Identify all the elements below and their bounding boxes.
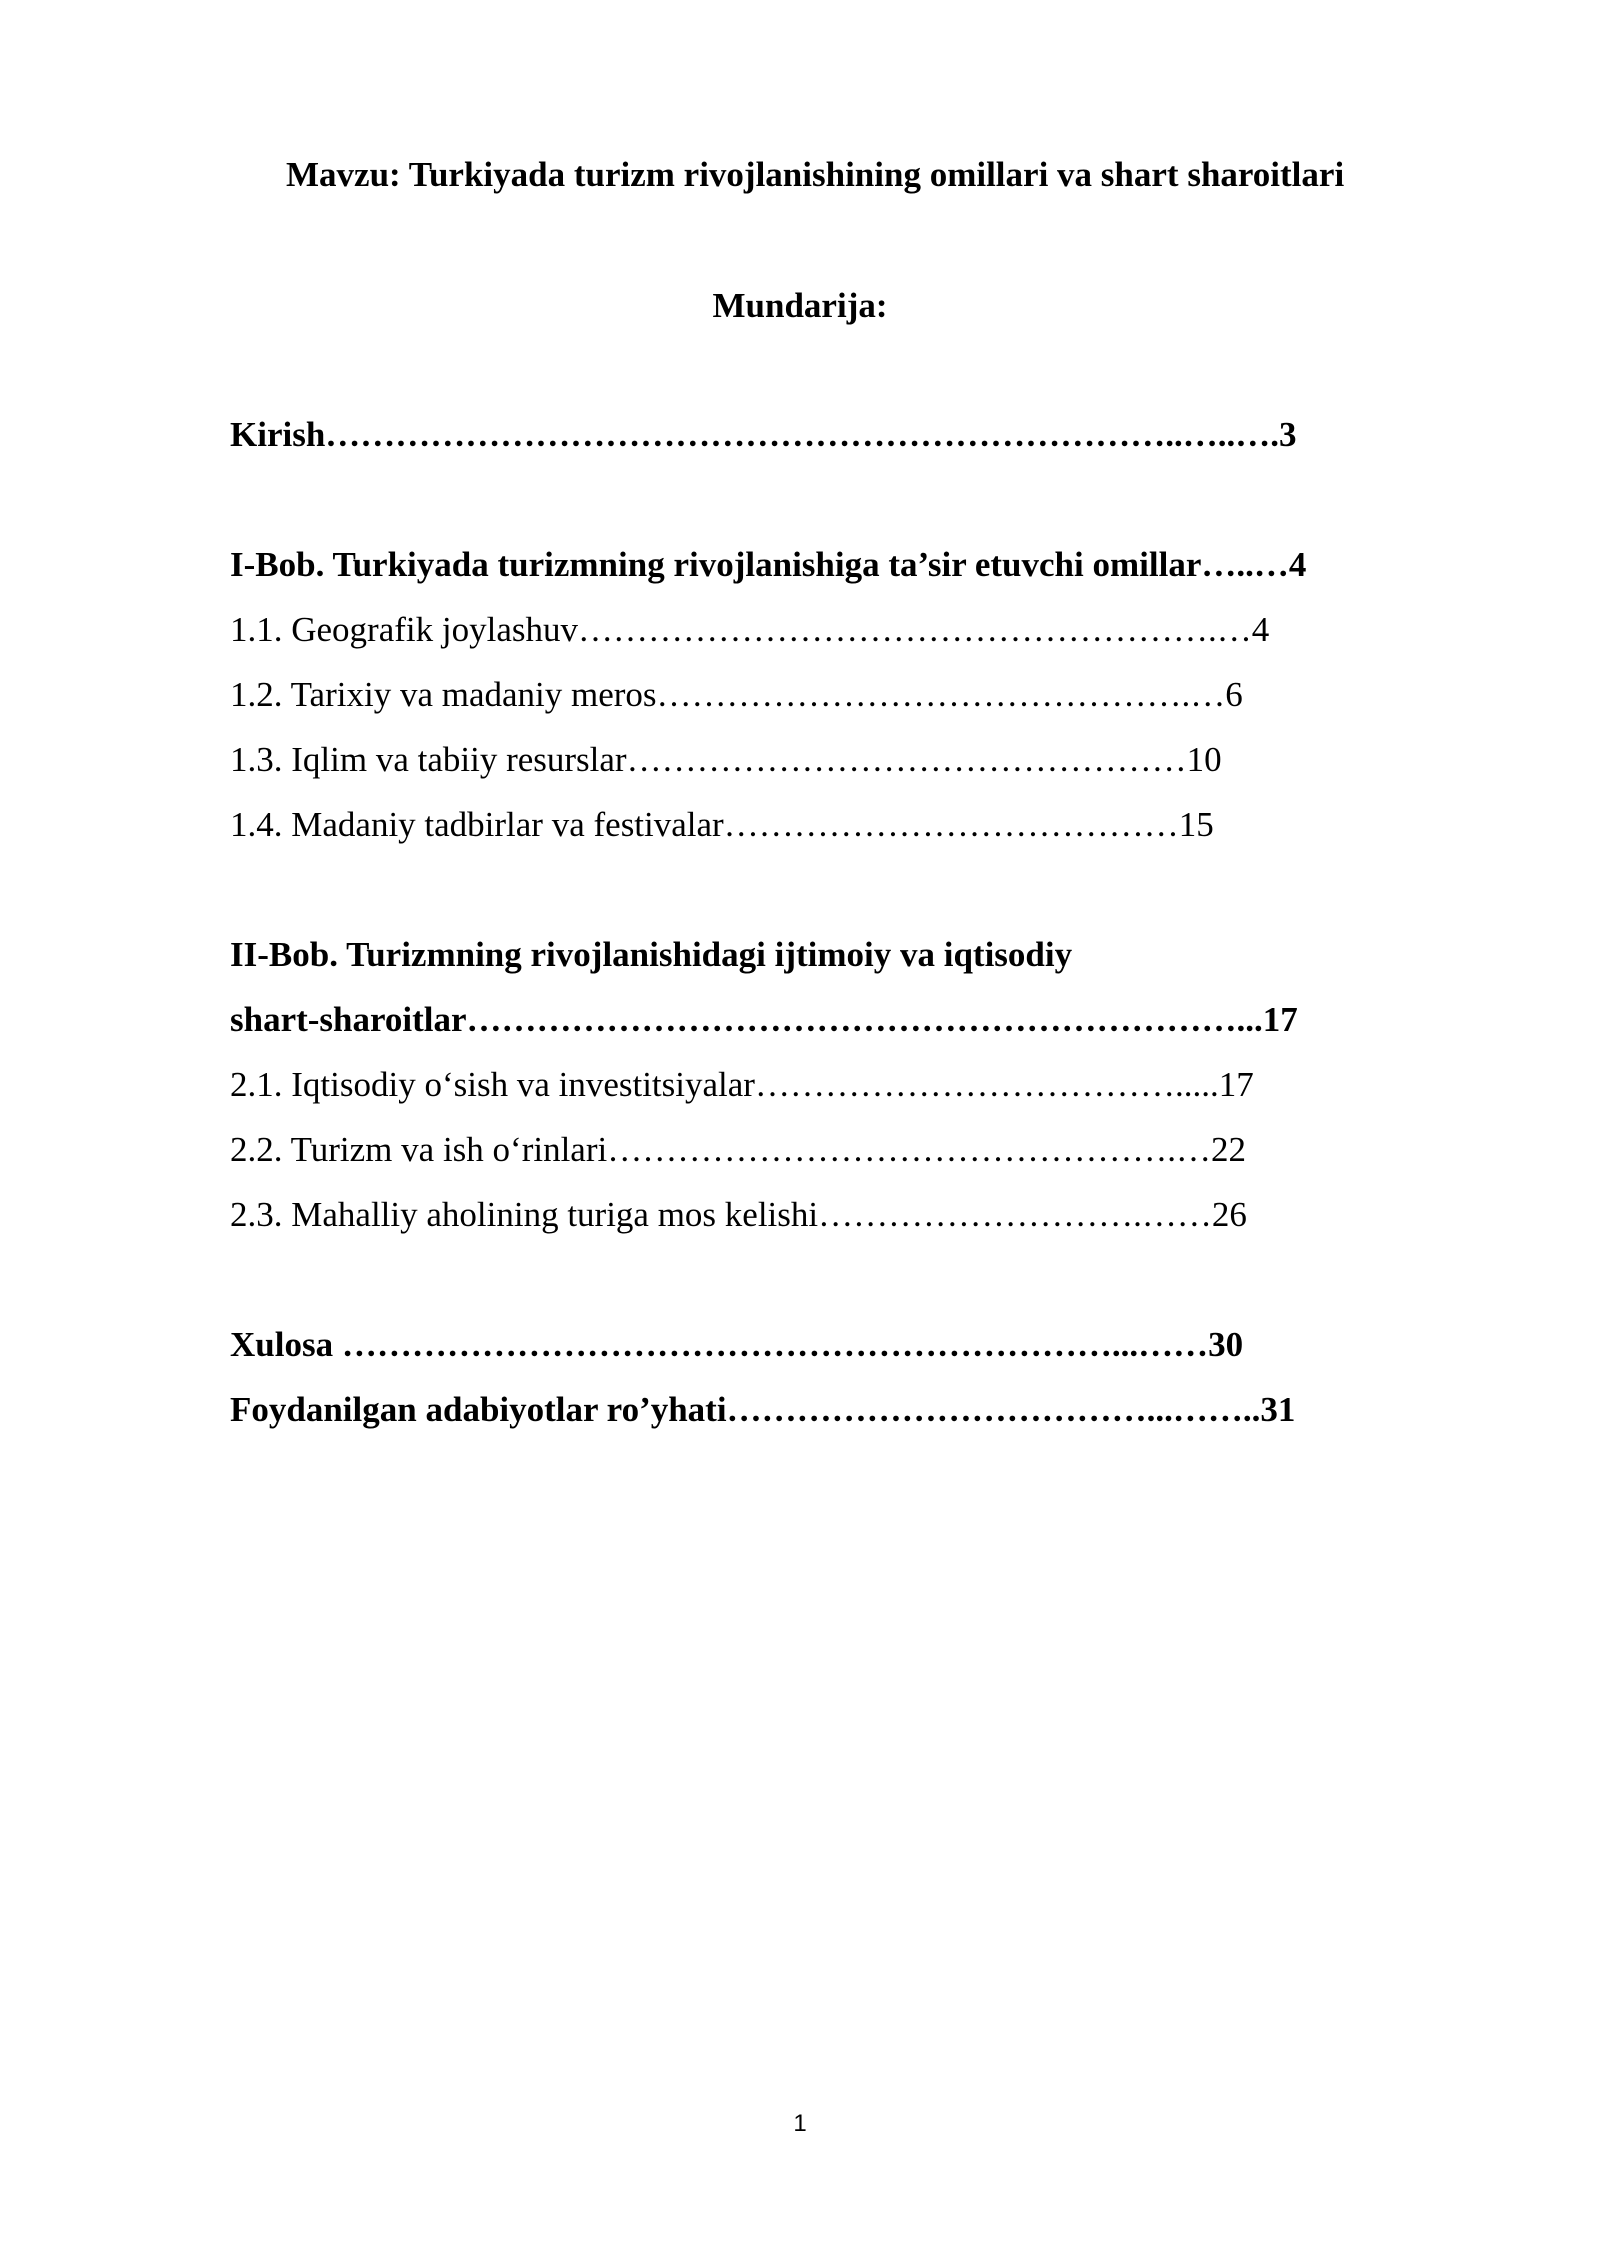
toc-entry-bibliography: Foydanilgan adabiyotlar ro’yhati………………………………...……..31 xyxy=(230,1390,1296,1429)
toc-heading: Mundarija: xyxy=(712,286,888,325)
toc-entry-chapter-1: I-Bob. Turkiyada turizmning rivojlanishiga ta’sir etuvchi omillar…..…4 xyxy=(230,545,1307,584)
toc-entry-chapter-2-line-1: II-Bob. Turizmning rivojlanishidagi ijtimoiy va iqtisodiy xyxy=(230,935,1073,974)
document-title: Mavzu: Turkiyada turizm rivojlanishining omillari va shart sharoitlari xyxy=(286,155,1345,194)
toc-entry-2-3: 2.3. Mahalliy aholining turiga mos kelishi……………………….……26 xyxy=(230,1195,1247,1234)
toc-entry-1-1: 1.1. Geografik joylashuv……………………………………………….…4 xyxy=(230,610,1270,649)
toc-entry-chapter-2-line-2: shart-sharoitlar…………………………………………………………...17 xyxy=(230,1000,1298,1039)
toc-entry-kirish: Kirish………………………………………………………………..…..….3 xyxy=(230,415,1297,454)
toc-entry-2-2: 2.2. Turizm va ish o‘rinlari………………………………………….…22 xyxy=(230,1130,1246,1169)
toc-entry-xulosa: Xulosa …………………………………………………………...……30 xyxy=(230,1325,1244,1364)
toc-entry-1-4: 1.4. Madaniy tadbirlar va festivalar…………………………………15 xyxy=(230,805,1214,844)
toc-entry-2-1: 2.1. Iqtisodiy o‘sish va investitsiyalar……………………………….....17 xyxy=(230,1065,1254,1104)
page-number: 1 xyxy=(793,2110,807,2137)
toc-entry-1-3: 1.3. Iqlim va tabiiy resurslar…………………………………………10 xyxy=(230,740,1222,779)
toc-entry-1-2: 1.2. Tarixiy va madaniy meros……………………………………….…6 xyxy=(230,675,1243,714)
